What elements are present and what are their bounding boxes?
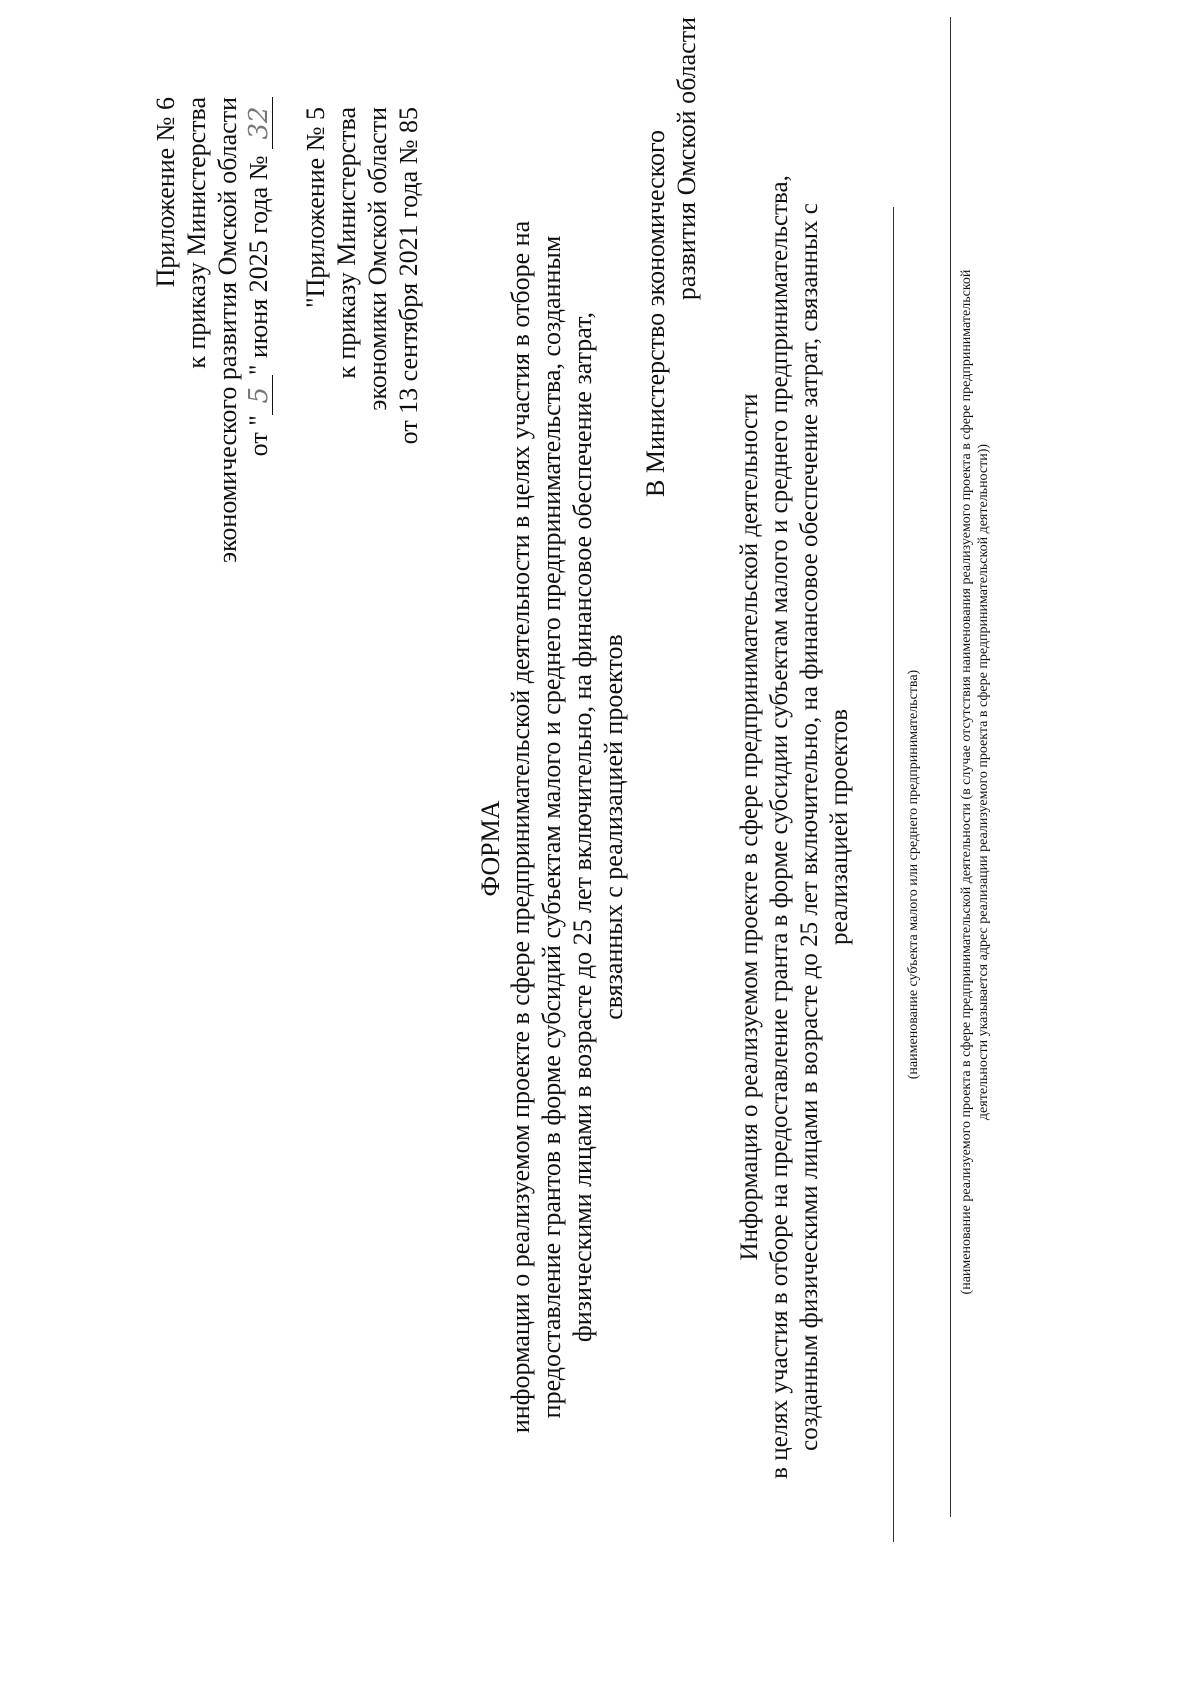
recipient-line-2: развития Омской области	[672, 17, 701, 301]
info-line: созданным физическими лицами в возрасте до 25 лет включительно, на финансовое обеспечение затрат, связанных с	[796, 203, 823, 1451]
appendix-6-order-line: к приказу Министерства	[182, 97, 211, 369]
field-2-caption-line: деятельности указывается адрес реализации реализуемого проекта в сфере предпринимательской деятельности))	[976, 443, 991, 1121]
form-title: ФОРМА	[476, 800, 505, 897]
field-2-caption	[958, 0, 992, 1577]
appendix-5-order-line: к приказу Министерства	[332, 107, 361, 379]
form-subtitle-line: предоставление грантов в форме субсидий субъектам малого и среднего предпринимательства, созданным	[537, 235, 566, 1419]
form-subtitle-line: информации о реализуемом проекте в сфере предпринимательской деятельности в целях участия в отборе на	[506, 220, 535, 1434]
info-heading	[735, 57, 855, 1597]
handwritten-day: 5	[246, 375, 273, 415]
recipient-block	[640, 17, 702, 497]
form-subtitle-line: связанных с реализацией проектов	[599, 634, 628, 1020]
appendix-5-date-line: от 13 сентября 2021 года № 85	[394, 107, 423, 445]
appendix-6-block	[150, 97, 274, 797]
info-line: в целях участия в отборе на предоставление гранта в форме субсидии субъектам малого и среднего предпринимательства,	[766, 175, 793, 1479]
appendix-6-ministry-line: экономического развития Омской области	[213, 97, 242, 564]
appendix-6-date-line	[243, 97, 274, 797]
field-2-caption-line: (наименование реализуемого проекта в сфере предпринимательской деятельности (в случае отсутствия наименования реализуемого проекта в сфере предпринимательской	[959, 269, 974, 1295]
field-1-underline	[893, 207, 894, 1542]
appendix-5-ministry-line: экономики Омской области	[363, 107, 392, 411]
field-1-caption: (наименование субъекта малого или среднего предпринимательства)	[906, 669, 921, 1080]
form-subtitle-line: физическими лицами в возрасте до 25 лет включительно, на финансовое обеспечение затрат,	[568, 311, 597, 1343]
form-subtitle	[505, 0, 629, 1657]
date-middle: " июня 2025 года №	[244, 155, 273, 376]
recipient-line-1: В Министерство экономического	[641, 129, 670, 497]
date-prefix: от "	[244, 415, 273, 457]
info-line: Информация о реализуемом проекте в сфере предпринимательской деятельности	[736, 393, 763, 1261]
appendix-5-title: "Приложение № 5	[301, 107, 330, 308]
field-2-underline	[950, 17, 951, 1517]
appendix-6-title: Приложение № 6	[151, 97, 180, 288]
appendix-5-block	[300, 107, 424, 797]
info-line: реализацией проектов	[826, 708, 853, 946]
handwritten-order-number: 32	[246, 97, 273, 149]
